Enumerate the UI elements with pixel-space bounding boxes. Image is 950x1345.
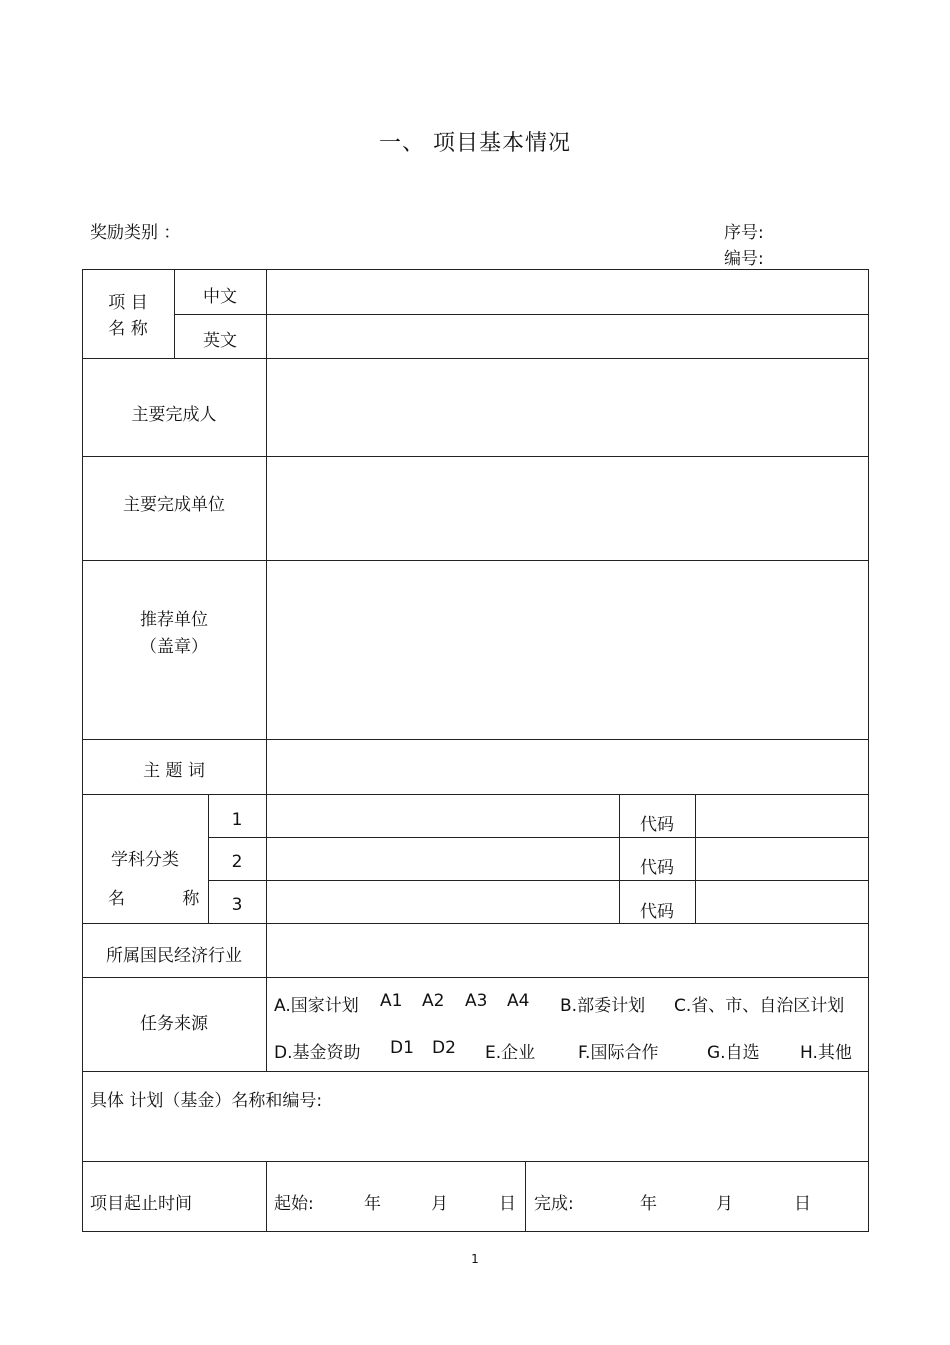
discipline-code-field-3[interactable] — [697, 882, 867, 922]
task-option-d1[interactable]: D1 — [390, 1038, 414, 1058]
main-contributors-field[interactable] — [268, 360, 867, 455]
discipline-code-field-2[interactable] — [697, 839, 867, 879]
discipline-label-line1: 学科分类 — [111, 850, 179, 870]
main-units-label: 主要完成单位 — [123, 495, 225, 515]
page-title: 一、 项目基本情况 — [379, 131, 571, 156]
page-number: 1 — [471, 1252, 479, 1266]
task-option-a1[interactable]: A1 — [380, 991, 403, 1011]
discipline-name-field-1[interactable] — [268, 796, 618, 836]
task-option-d2[interactable]: D2 — [432, 1038, 456, 1058]
chinese-label: 中文 — [203, 287, 237, 307]
recommending-unit-field[interactable] — [268, 562, 867, 738]
recommending-unit-label: 推荐单位 — [140, 610, 208, 630]
discipline-row-index: 3 — [231, 895, 243, 915]
main-contributors-label: 主要完成人 — [131, 405, 217, 425]
col-divider — [266, 269, 267, 1071]
row-divider — [82, 977, 869, 978]
main-units-field[interactable] — [268, 458, 867, 559]
start-day-label: 日 — [499, 1194, 516, 1214]
project-name-label-line1: 项 目 — [108, 293, 148, 313]
project-name-english-field[interactable] — [268, 316, 867, 357]
end-day-label: 日 — [794, 1194, 811, 1214]
discipline-row-index: 2 — [231, 852, 243, 872]
sequence-label: 序号: — [724, 223, 764, 243]
row-divider — [82, 739, 869, 740]
english-label: 英文 — [203, 331, 237, 351]
project-name-label-line2: 名 称 — [108, 319, 148, 339]
task-option-self-selected[interactable]: G.自选 — [707, 1043, 760, 1063]
start-month-label: 月 — [431, 1194, 448, 1214]
keywords-field[interactable] — [268, 741, 867, 793]
end-month-label: 月 — [716, 1194, 733, 1214]
industry-field[interactable] — [268, 925, 867, 976]
table-border-bottom — [82, 1231, 869, 1232]
discipline-row-index: 1 — [231, 810, 243, 830]
row-divider — [82, 1161, 869, 1162]
code-label: 代码 — [640, 815, 674, 835]
col-divider — [695, 794, 696, 923]
discipline-name-field-2[interactable] — [268, 839, 618, 879]
table-border-top — [82, 269, 869, 270]
start-label: 起始: — [274, 1194, 314, 1214]
code-label: 代码 — [640, 858, 674, 878]
stamp-label: （盖章） — [140, 637, 208, 657]
row-divider — [82, 923, 869, 924]
number-label: 编号: — [724, 249, 764, 269]
row-divider — [82, 358, 869, 359]
award-category-label: 奖励类别 ： — [90, 223, 181, 243]
end-label: 完成: — [534, 1194, 574, 1214]
task-option-a3[interactable]: A3 — [465, 991, 488, 1011]
task-option-fund[interactable]: D.基金资助 — [274, 1043, 361, 1063]
table-border-right — [868, 269, 869, 1231]
end-year-label: 年 — [640, 1194, 657, 1214]
row-divider — [208, 880, 869, 881]
discipline-name-field-3[interactable] — [268, 882, 618, 922]
task-option-ministry-plan[interactable]: B.部委计划 — [560, 996, 646, 1016]
task-option-national-plan[interactable]: A.国家计划 — [274, 996, 359, 1016]
industry-label: 所属国民经济行业 — [106, 946, 242, 966]
task-option-a4[interactable]: A4 — [507, 991, 530, 1011]
row-divider — [82, 560, 869, 561]
discipline-code-field-1[interactable] — [697, 796, 867, 836]
task-option-other[interactable]: H.其他 — [800, 1043, 852, 1063]
keywords-label: 主 题 词 — [143, 761, 205, 781]
row-divider — [208, 837, 869, 838]
row-divider — [82, 794, 869, 795]
task-option-provincial-plan[interactable]: C.省、市、自治区计划 — [674, 996, 845, 1016]
row-divider — [82, 1071, 869, 1072]
code-label: 代码 — [640, 902, 674, 922]
task-option-a2[interactable]: A2 — [422, 991, 445, 1011]
task-option-enterprise[interactable]: E.企业 — [485, 1043, 536, 1063]
row-divider — [174, 314, 869, 315]
project-name-chinese-field[interactable] — [268, 271, 867, 313]
task-option-international[interactable]: F.国际合作 — [578, 1043, 659, 1063]
plan-name-label: 具体 计划（基金）名称和编号: — [90, 1091, 323, 1111]
col-divider — [525, 1161, 526, 1231]
col-divider — [266, 1161, 267, 1231]
task-source-label: 任务来源 — [140, 1014, 208, 1034]
project-period-label: 项目起止时间 — [90, 1194, 192, 1214]
row-divider — [82, 456, 869, 457]
start-year-label: 年 — [364, 1194, 381, 1214]
plan-name-field[interactable] — [90, 1112, 865, 1158]
discipline-label-line2: 名 称 — [108, 889, 226, 909]
